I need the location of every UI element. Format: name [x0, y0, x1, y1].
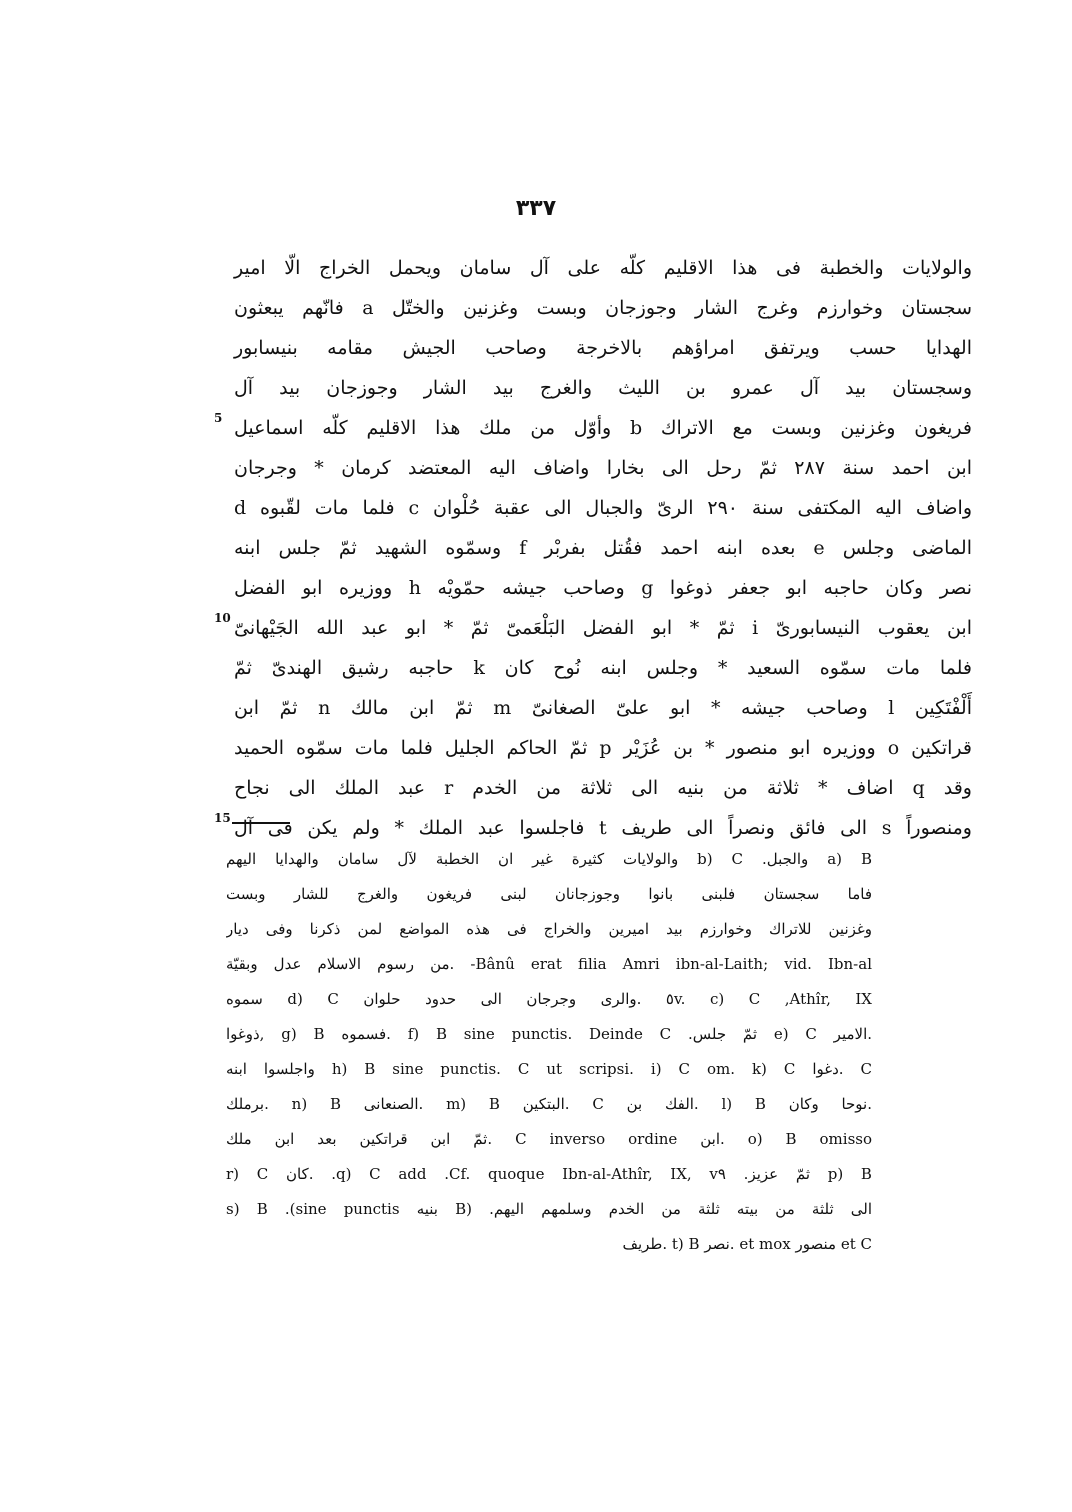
text-line	[214, 528, 984, 568]
footnote-line: .الامير e) C ثمّ جلس. f) B sine punctis. Deinde C .فسموه g) B ,ذوغوا	[226, 1025, 872, 1043]
line-number: 15	[214, 811, 231, 825]
line-text: قراتكين o ووزيره ابو منصور * بن عُزَيْر p ثمّ الحاكم الجليل فلما مات سمّوه الحميد	[234, 737, 972, 759]
text-line	[214, 368, 984, 408]
footnote-line: C .دغوا h) B sine punctis. C ut scripsi. i) C om. k) C واجلسوا ابنه	[226, 1060, 872, 1078]
line-number: 5	[214, 411, 223, 425]
line-text: وسجستان بيد آل عمرو بن الليث والغرج بيد الشار وجوزجان بيد آل	[234, 377, 972, 399]
footnote-line: et C منصور et mox .نصر t) B .طريف	[622, 1235, 872, 1253]
footnote-line: Athîr, IX, ٥v. c) C .والرى وجرجان الى حدود حلوان d) C سموه	[226, 990, 872, 1008]
text-line	[214, 648, 984, 688]
line-number: 10	[214, 611, 231, 625]
text-line	[214, 768, 984, 808]
text-line	[214, 408, 984, 448]
text-line	[214, 568, 984, 608]
line-text: واضاف اليه المكتفى سنة ٢٩٠ الرىّ والجبال الى عقبة حُلْوان c فلما مات لقّبوه d	[234, 497, 973, 519]
line-text: ابن يعقوب النيسابورىّ i ثمّ * ابو الفضل البَلْعَمىّ ثمّ * ابو عبد الله الجَيْهانىّ	[234, 617, 972, 639]
main-text	[214, 248, 984, 848]
text-line	[214, 688, 984, 728]
footnote-line: p) B ثمّ عزيز. Cf. quoque Ibn-al-Athîr, IX, v٩. q) C add. .كان r) C	[226, 1165, 872, 1183]
footnote-line: وغزنين للاتراك وخوارزم بيد اميرين والخراج فى هذه المواضع لمن ذكرنا وفى ديار	[226, 920, 872, 938]
footnote-line: فاما سجستان فلبنى بانوا وجوزجانان لبنى فريغون والغرج للشار وبست	[226, 885, 872, 903]
text-line	[214, 728, 984, 768]
footnote-line: .نوحا وكان l) B .الفك بن C .البتكين m) B .الصنعانى n) B .برملك	[226, 1095, 872, 1113]
footnotes	[226, 842, 872, 1262]
footnote-divider	[232, 822, 290, 824]
line-text: أَلْفْتَكِين l وصاحب جيشه * ابو علىّ الصغانىّ m ثمّ ابن مالك n ثمّ ابن	[234, 697, 972, 719]
line-text: والولايات والخطبة فى هذا الاقليم كلّه على آل سامان ويحمل الخراج الّا امير	[234, 257, 972, 279]
line-text: نصر وكان حاجبه ابو جعفر ذوغوا g وصاحب جيشه حمّويْه h ووزيره ابو الفضل	[234, 577, 973, 599]
footnote-line: الى ثلثة من بيته ثلثة من الخدم وسلمهم اليهم. (B بنيه sine punctis). s) B	[226, 1200, 872, 1218]
page-number: ٣٣٧	[515, 196, 557, 221]
text-line	[214, 328, 984, 368]
line-text: ومنصوراً s الى فائق ونصراً الى طريف t فاجلسوا عبد الملك * ولم يكن فى آل	[234, 817, 972, 839]
line-text: ابن احمد سنة ٢٨٧ ثمّ رحل الى بخارا واضاف اليه المعتضد كرمان * وجرجان	[234, 457, 972, 479]
line-text: الماضى وجلس e بعده ابنه احمد فقُتل بفربْر f وسمّوه الشهيد ثمّ جلس ابنه	[234, 537, 972, 559]
text-line	[214, 488, 984, 528]
line-text: وقد q اضاف * ثلاثة من بنيه الى ثلاثة من الخدم r عبد الملك الى نجاح	[234, 777, 972, 799]
line-text: فريغون وغزنين وبست مع الاتراك b وأوّل من ملك هذا الاقليم كلّه اسماعيل	[234, 417, 972, 439]
text-line	[214, 288, 984, 328]
line-text: سجستان وخوارزم وغرج الشار وجوزجان وبست وغزنين والختّل a فانّهم يبعثون	[234, 297, 972, 319]
text-line	[214, 448, 984, 488]
line-text: فلما مات سمّوه السعيد * وجلس ابنه نُوح كان k حاجبه رشيق الهندىّ ثمّ	[234, 657, 972, 679]
footnote-line: o) B omisso .ابن C inverso ordine .ثمّ ابن قراتكين بعد ابن ملك	[226, 1130, 872, 1148]
line-text: الهدايا حسب ويرتفق امراؤهم بالاخرجة وصاحب الجيش مقامه بنيسابور	[234, 337, 972, 359]
footnote-line: a) B والجبل. b) C والولايات كثيرة غير ان الخطبة لآل سامان والهدايا اليهم	[226, 850, 872, 868]
footnote-line: Bânû erat filia Amri ibn-al-Laith; vid. Ibn-al- .من رسوم الاسلام عدل وبقيّة	[226, 955, 872, 973]
text-line	[214, 608, 984, 648]
text-line	[214, 248, 984, 288]
